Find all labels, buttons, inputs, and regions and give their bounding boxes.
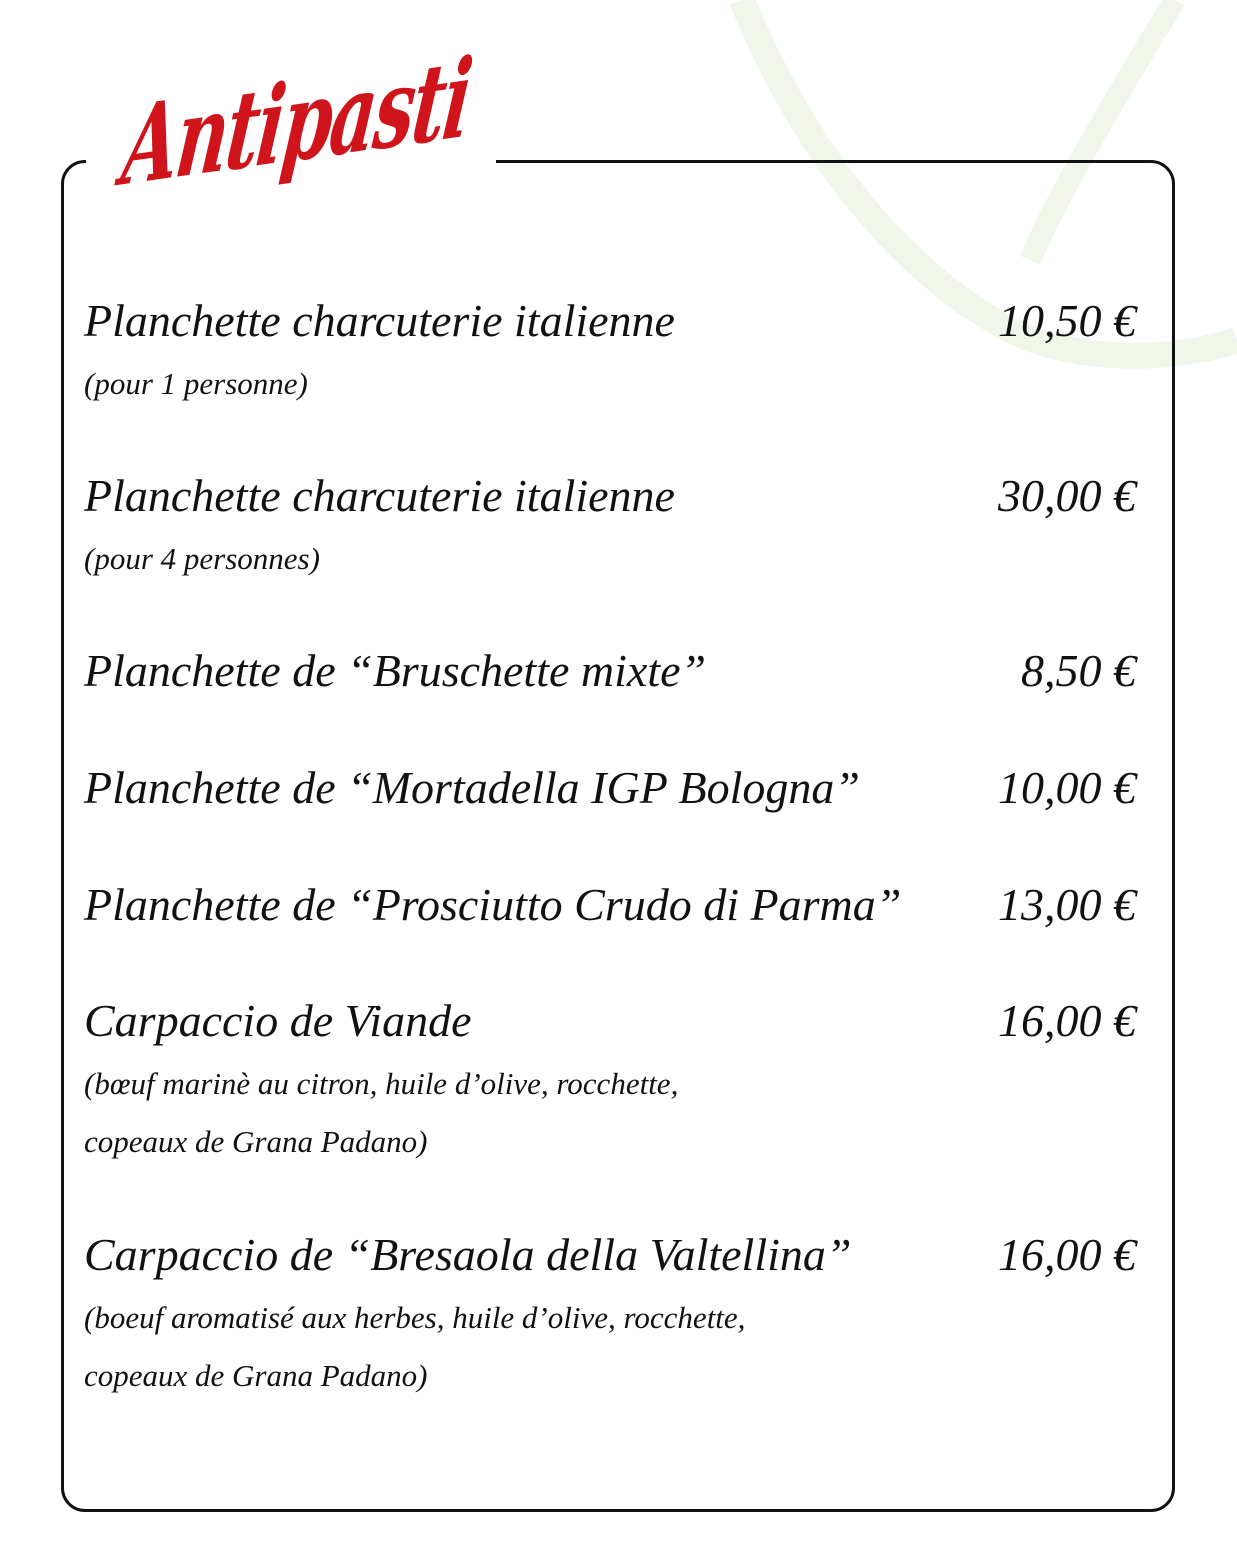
section-title: Antipasti: [117, 33, 477, 211]
item-price: 30,00 €: [998, 470, 1136, 521]
item-price: 16,00 €: [998, 1229, 1136, 1280]
item-name: Carpaccio de “Bresaola della Valtellina”: [84, 1229, 852, 1280]
item-description: (pour 1 personne): [84, 366, 308, 401]
item-description: (boeuf aromatisé aux herbes, huile d’olive, rocchette,: [84, 1300, 746, 1335]
item-price: 8,50 €: [1021, 645, 1136, 696]
item-price: 13,00 €: [998, 879, 1136, 930]
item-description: copeaux de Grana Padano): [84, 1124, 428, 1159]
item-name: Carpaccio de Viande: [84, 995, 472, 1046]
item-price: 10,00 €: [998, 762, 1136, 813]
item-name: Planchette charcuterie italienne: [84, 295, 675, 346]
item-price: 16,00 €: [998, 995, 1136, 1046]
item-name: Planchette charcuterie italienne: [84, 470, 675, 521]
item-description: (pour 4 personnes): [84, 541, 320, 576]
item-description: copeaux de Grana Padano): [84, 1358, 428, 1393]
item-name: Planchette de “Bruschette mixte”: [84, 645, 707, 696]
item-price: 10,50 €: [998, 295, 1136, 346]
item-name: Planchette de “Prosciutto Crudo di Parma”: [84, 879, 902, 930]
item-description: (bœuf marinè au citron, huile d’olive, rocchette,: [84, 1066, 679, 1101]
item-name: Planchette de “Mortadella IGP Bologna”: [84, 762, 860, 813]
